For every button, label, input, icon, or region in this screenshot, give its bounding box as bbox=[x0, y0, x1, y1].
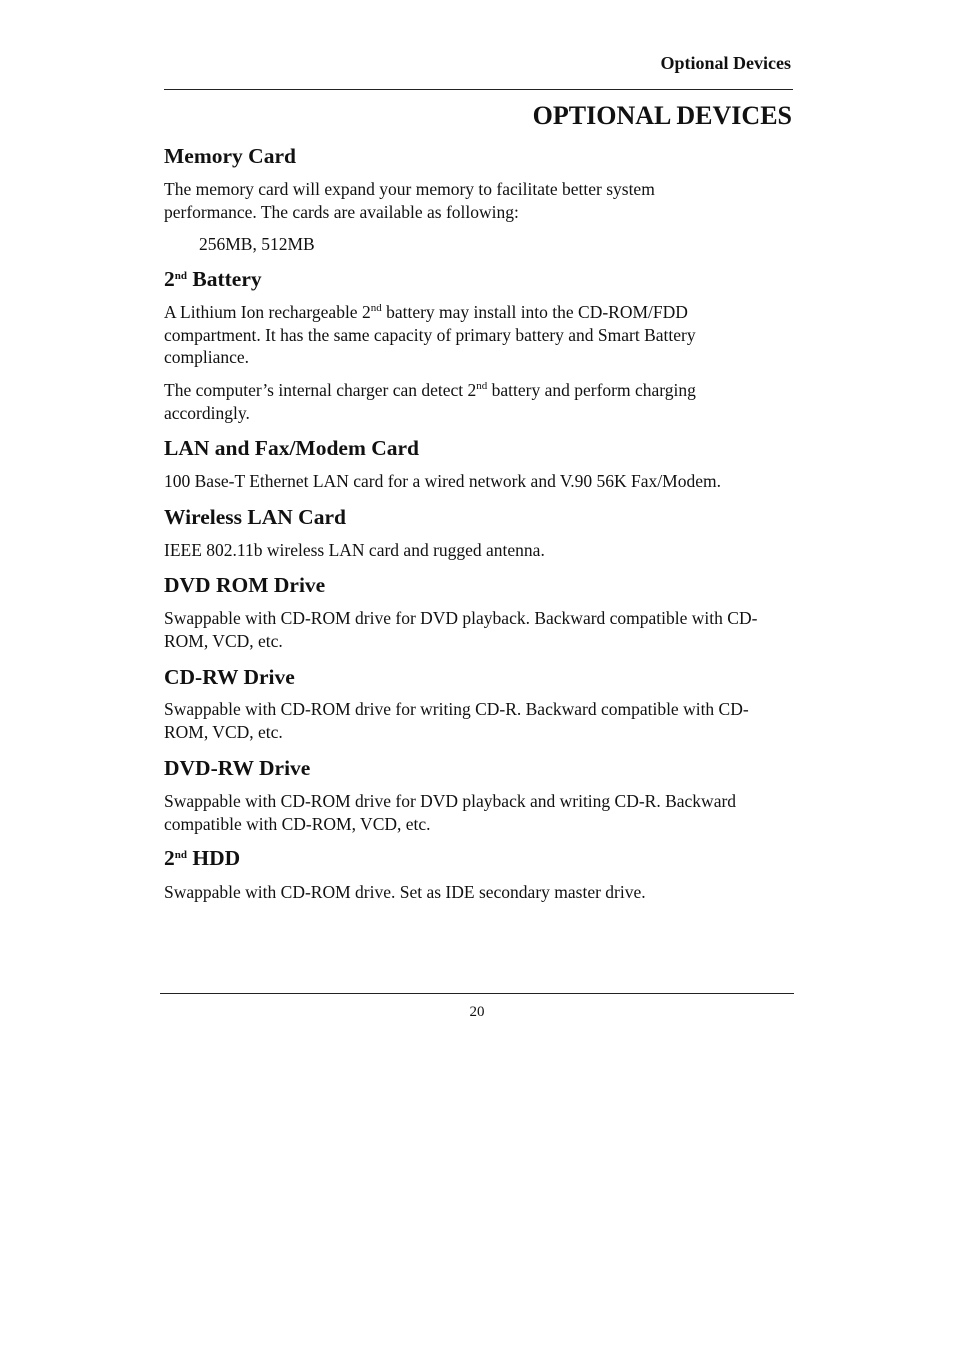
memory-card-heading: Memory Card bbox=[164, 144, 296, 168]
header-divider bbox=[164, 89, 793, 90]
page-number: 20 bbox=[469, 1004, 485, 1020]
page-title: OPTIONAL DEVICES bbox=[532, 101, 792, 130]
hdd-heading: 2nd HDD bbox=[164, 846, 241, 870]
hdd-text: Swappable with CD-ROM drive. Set as IDE secondary master drive. bbox=[164, 882, 646, 902]
dvd-rw-heading: DVD-RW Drive bbox=[164, 756, 311, 780]
dvd-rom-heading: DVD ROM Drive bbox=[164, 573, 326, 597]
lan-fax-heading: LAN and Fax/Modem Card bbox=[164, 436, 420, 460]
memory-card-options: 256MB, 512MB bbox=[199, 234, 315, 254]
footer-divider bbox=[160, 993, 794, 994]
wireless-lan-heading: Wireless LAN Card bbox=[164, 505, 346, 529]
memory-card-text: The memory card will expand your memory to facilitate better system performance. The cards are available as following: bbox=[164, 179, 655, 222]
lan-fax-text: 100 Base-T Ethernet LAN card for a wired network and V.90 56K Fax/Modem. bbox=[164, 471, 721, 491]
running-header: Optional Devices bbox=[660, 53, 791, 73]
cd-rw-heading: CD-RW Drive bbox=[164, 665, 295, 689]
wireless-lan-text: IEEE 802.11b wireless LAN card and rugged antenna. bbox=[164, 540, 545, 560]
battery-text-2: The computer’s internal charger can detect 2nd battery and perform charging accordingly. bbox=[164, 380, 696, 423]
dvd-rw-text: Swappable with CD-ROM drive for DVD playback and writing CD-R. Backward compatible with CD-ROM, VCD, etc. bbox=[164, 791, 737, 834]
dvd-rom-text: Swappable with CD-ROM drive for DVD playback. Backward compatible with CD-ROM, VCD, etc. bbox=[164, 608, 758, 651]
battery-heading: 2nd Battery bbox=[164, 267, 262, 291]
battery-text-1: A Lithium Ion rechargeable 2nd battery may install into the CD-ROM/FDD compartment. It has the same capacity of primary battery and Smart Battery compliance. bbox=[164, 302, 696, 367]
cd-rw-text: Swappable with CD-ROM drive for writing CD-R. Backward compatible with CD-ROM, VCD, etc. bbox=[164, 699, 749, 742]
